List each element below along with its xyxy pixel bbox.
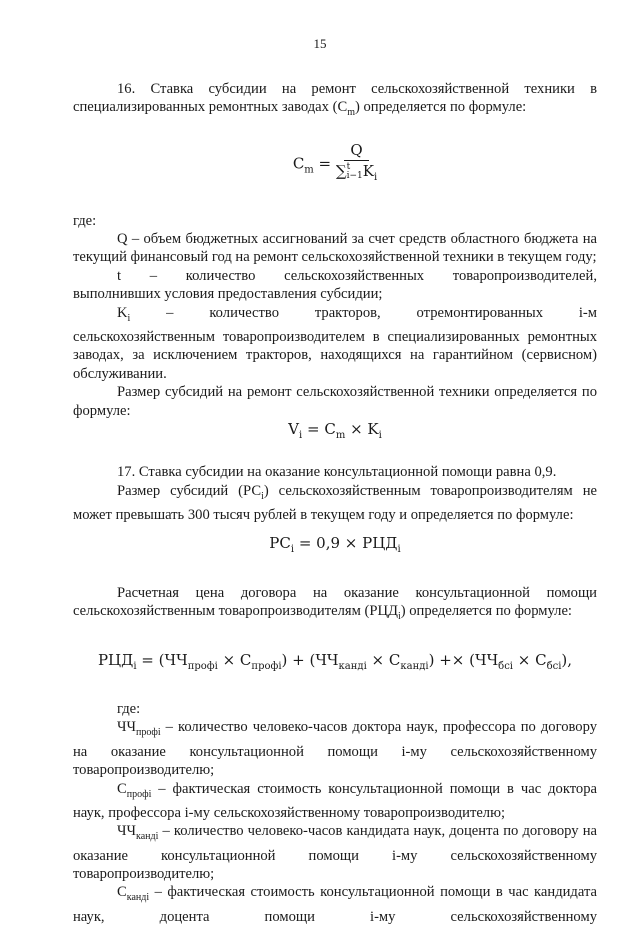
subsidy-size-paragraph: Размер субсидий на ремонт сельскохозяйственной техники определяется по формуле: <box>73 384 597 419</box>
definition-t-line2: выполнивших условия предоставления субсидии; <box>73 286 383 303</box>
definition-k-line1: $K_i$ – количество тракторов, отремонтированных i-м <box>117 304 597 324</box>
price-paragraph: Расчетная цена договора на оказание консультационной помощи сельскохозяйственным товаропроизводителям $(РЦД_i)$ определяется по формуле: <box>73 584 597 623</box>
formula-rcd: $РЦД_i = (ЧЧ_{профі} \times С_{профі}) + (ЧЧ_{канді} \times С_{канді}) +\times (ЧЧ_{бсі} \times С_{бсі})$, <box>97 650 573 672</box>
formula-cm: $C_m$ = Q ∑ t i−1 $K_i$ <box>292 140 378 184</box>
where-label-2: где: <box>117 700 141 717</box>
definition-t-line1: t – количество сельскохозяйственных товаропроизводителей, <box>117 267 597 284</box>
definition-ckand: $С_{канді}$ – фактическая стоимость консультационной помощи в час кандидата наук, доцента помощи i-му сельскохозяйственному <box>73 884 597 925</box>
paragraph-16: 16. Ставка субсидии на ремонт сельскохозяйственной техники в специализированных ремонтных заводах $(С_m)$ определяется по формуле: <box>73 81 597 119</box>
definition-q: Q – объем бюджетных ассигнований за счет средств областного бюджета на текущий финансовый год на ремонт сельскохозяйственной техники в текущем году; <box>73 230 597 266</box>
document-body <box>73 80 597 926</box>
page-number: 15 <box>313 36 327 51</box>
where-label-1: где: <box>73 212 97 229</box>
formula-vi: $V_i = C_m \times K_i$ <box>288 419 382 441</box>
paragraph-17: 17. Ставка субсидии на оказание консультационной помощи равна 0,9. <box>117 464 557 481</box>
pc-size-paragraph: Размер субсидий $(РС_i)$ сельскохозяйственным товаропроизводителям не может превышать 300 тысяч рублей в текущем году и определяется по формуле: <box>73 482 597 524</box>
definition-cprof: $С_{профі}$ – фактическая стоимость консультационной помощи в час доктора наук, профессора i-му сельскохозяйственному товаропроизводителю; <box>73 780 597 821</box>
definition-chprof: $ЧЧ_{профі}$ – количество человеко-часов доктора наук, профессора по договору на оказание консультационной помощи i-му сельскохозяйственному товаропроизводителю; <box>73 719 597 779</box>
formula-pc: $PC_i = 0,9 \times РЦД_i$ <box>269 534 401 556</box>
definition-k-rest: сельскохозяйственным товаропроизводителем в специализированных ремонтных заводах, за исключением тракторов, находящихся на гарантийном (сервисном) обслуживании. <box>73 328 597 382</box>
definition-chkand: $ЧЧ_{канді}$ – количество человеко-часов кандидата наук, доцента по договору на оказание консультационной помощи i-му сельскохозяйственному товаропроизводителю; <box>73 823 597 882</box>
